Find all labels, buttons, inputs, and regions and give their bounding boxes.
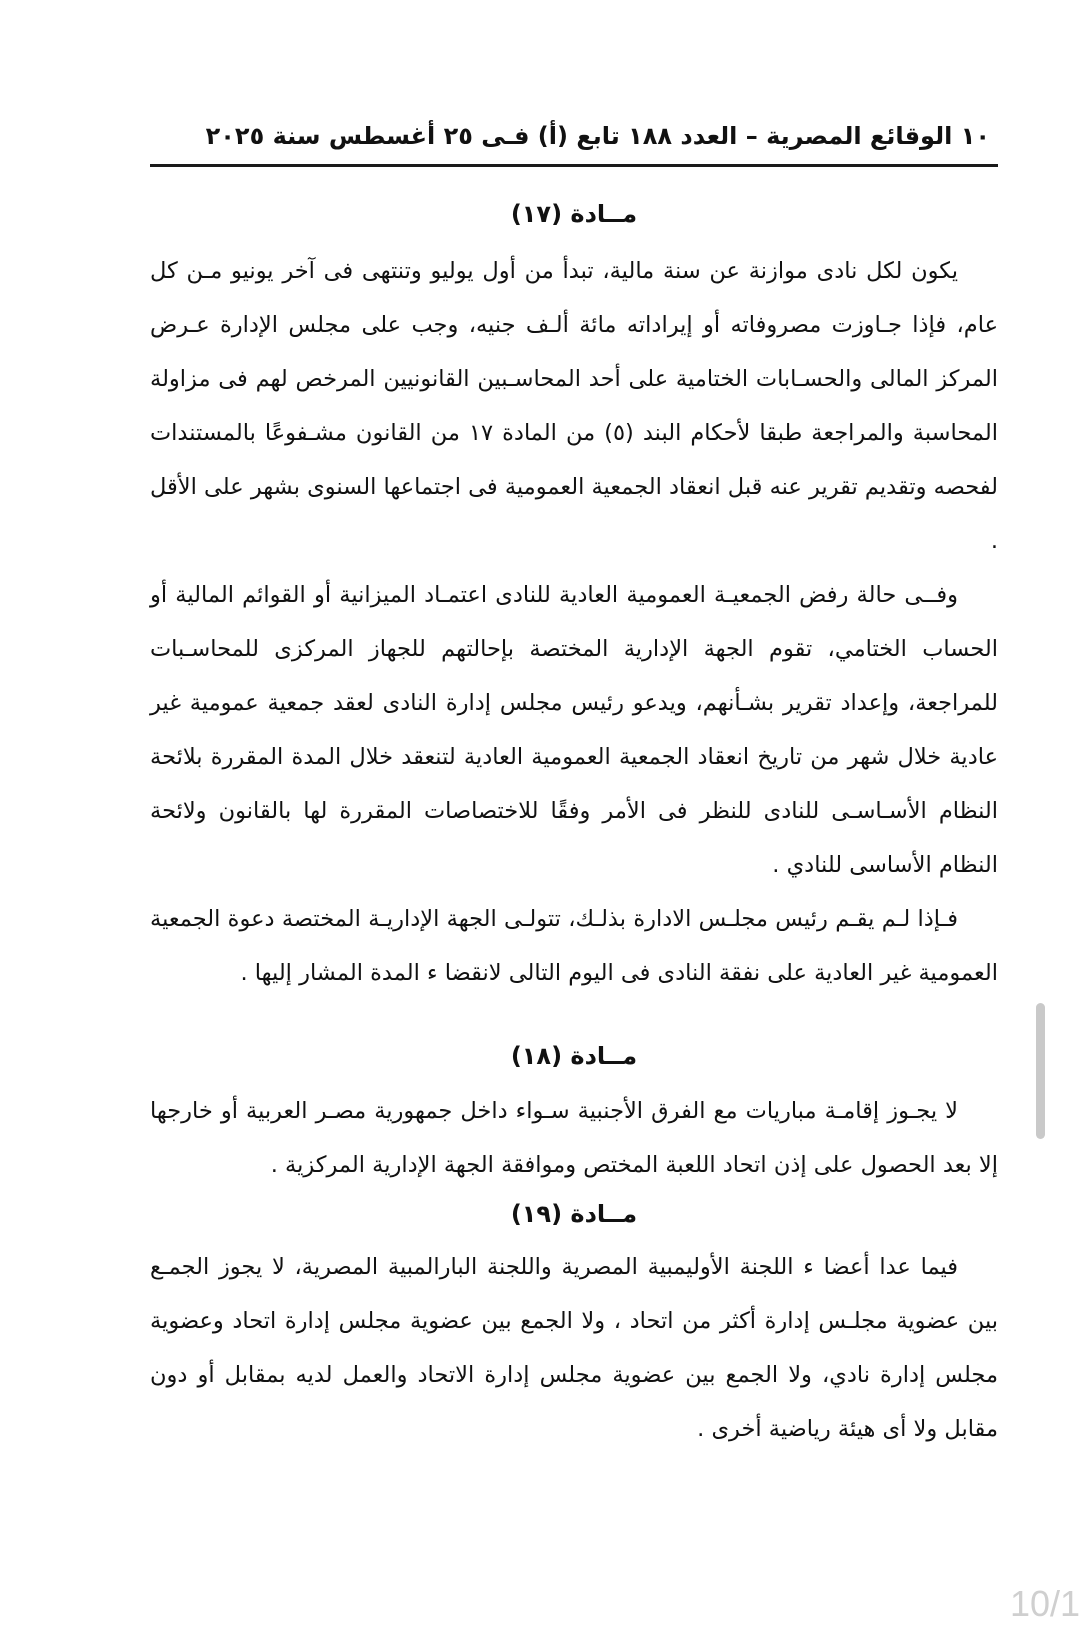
page-indicator: 10/1: [1010, 1583, 1080, 1624]
article-17-paragraph-3: فـإذا لـم يقـم رئيس مجلـس الادارة بذلـك، تتولـى الجهة الإداريـة المختصة دعوة الجمعية العمومية غير العادية على نفقة النادى فى اليوم التالى لانقضا ء المدة المشار إليها .: [150, 906, 998, 986]
article-17-heading: مــادة (١٧): [510, 200, 638, 228]
article-18-body: [150, 1084, 998, 1192]
article-18-heading: مــادة (١٨): [510, 1042, 638, 1070]
article-19-paragraph-1: فيما عدا أعضا ء اللجنة الأوليمبية المصرية واللجنة البارالمبية المصرية، لا يجوز الجمـع بين عضوية مجلـس إدارة أكثر من اتحاد ، ولا الجمع بين عضوية مجلس إدارة اتحاد وعضوية مجلس إدارة نادي، ولا الجمع بين عضوية مجلس إدارة الاتحاد والعمل لديه بمقابل أو دون مقابل ولا أى هيئة رياضية أخرى .: [150, 1254, 998, 1442]
article-17-paragraph-2: وفــى حالة رفض الجمعيـة العمومية العادية للنادى اعتمـاد الميزانية أو القوائم المالية أو الحساب الختامي، تقوم الجهة الإدارية المختصة بإحالتهم للجهاز المركزى للمحاسـبات للمراجعة، وإعداد تقرير بشـأنهم، ويدعو رئيس مجلس إدارة النادى لعقد جمعية عمومية غير عادية خلال شهر من تاريخ انعقاد الجمعية العمومية العادية لتنعقد خلال المدة المقررة بلائحة النظام الأسـاسـى للنادى للنظر فى الأمر وفقًا للاختصاصات المقررة لها بالقانون ولائحة النظام الأساسى للنادي .: [150, 582, 998, 878]
article-19-heading: مــادة (١٩): [510, 1200, 638, 1228]
article-19-body: [150, 1240, 998, 1456]
article-17-body: [150, 244, 998, 1000]
header-rule: [150, 164, 998, 167]
article-18-paragraph-1: لا يجـوز إقامـة مباريات مع الفرق الأجنبية سـواء داخل جمهورية مصـر العربية أو خارجها إلا بعد الحصول على إذن اتحاد اللعبة المختص وموافقة الجهة الإدارية المركزية .: [150, 1098, 998, 1178]
scrollbar-thumb[interactable]: [1036, 1003, 1045, 1139]
running-header: ١٠ الوقائع المصرية – العدد ١٨٨ تابع (أ) فـى ٢٥ أغسطس سنة ٢٠٢٥: [205, 122, 990, 150]
article-17-paragraph-1: يكون لكل نادى موازنة عن سنة مالية، تبدأ من أول يوليو وتنتهى فى آخر يونيو مـن كل عام، فإذا جـاوزت مصروفاته أو إيراداته مائة ألـف جنيه، وجب على مجلس الإدارة عـرض المركز المالى والحسـابات الختامية على أحد المحاسـبين القانونيين المرخص لهم فى مزاولة المحاسبة والمراجعة طبقا لأحكام البند (٥) من المادة ١٧ من القانون مشـفوعًا بالمستندات لفحصه وتقديم تقرير عنه قبل انعقاد الجمعية العمومية فى اجتماعها السنوى بشهر على الأقل .: [150, 258, 999, 554]
